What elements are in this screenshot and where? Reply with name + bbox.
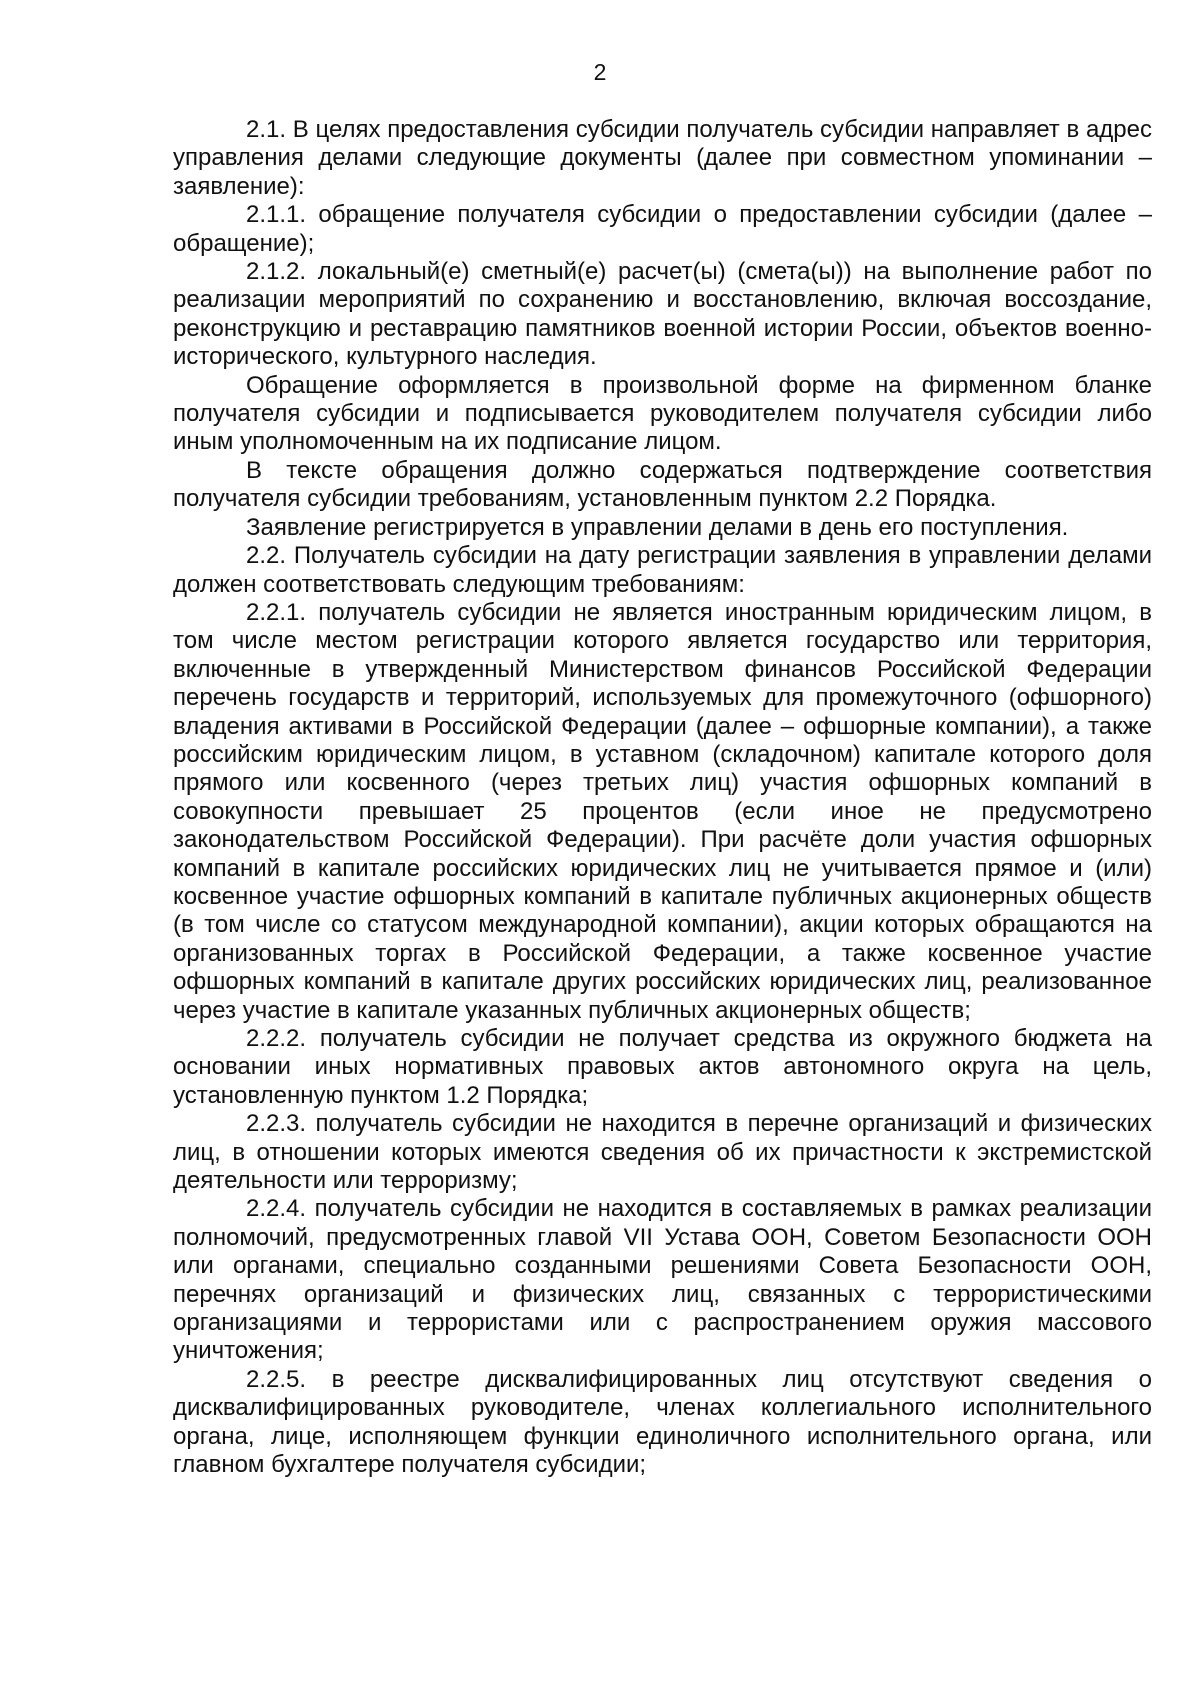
paragraph-2-1-2: 2.1.2. локальный(е) сметный(е) расчет(ы) (смета(ы)) на выполнение работ по реализации мероприятий по сохранению и восстановлению, включая воссоздание, реконструкцию и реставрацию памятников военной истории России, объектов военно-исторического, культурного наследия.	[173, 258, 1152, 371]
paragraph-2-2-3: 2.2.3. получатель субсидии не находится в перечне организаций и физических лиц, в отношении которых имеются сведения об их причастности к экстремистской деятельности или терроризму;	[173, 1110, 1152, 1195]
paragraph-2-1: 2.1. В целях предоставления субсидии получатель субсидии направляет в адрес управления делами следующие документы (далее при совместном упоминании – заявление):	[173, 116, 1152, 200]
paragraph-2-2-1: 2.2.1. получатель субсидии не является иностранным юридическим лицом, в том числе местом регистрации которого является государство или территория, включенные в утвержденный Министерством финансов Российской Федерации перечень государств и территорий, используемых для промежуточного (офшорного) владения активами в Российской Федерации (далее – офшорные компании), а также российским юридическим лицом, в уставном (складочном) капитале которого доля прямого или косвенного (через третьих лиц) участия офшорных компаний в совокупности превышает 25 процентов (если иное не предусмотрено законодательством Российской Федерации). При расчёте доли участия офшорных компаний в капитале российских юридических лиц не учитывается прямое и (или) косвенное участие офшорных компаний в капитале публичных акционерных обществ (в том числе со статусом международной компании), акции которых обращаются на организованных торгах в Российской Федерации, а также косвенное участие офшорных компаний в капитале других российских юридических лиц, реализованное через участие в капитале указанных публичных акционерных обществ;	[173, 598, 1152, 1024]
paragraph-2-1-1: 2.1.1. обращение получателя субсидии о предоставлении субсидии (далее – обращение);	[173, 201, 1152, 257]
paragraph-2-2-5: 2.2.5. в реестре дисквалифицированных лиц отсутствуют сведения о дисквалифицированных руководителе, членах коллегиального исполнительного органа, лице, исполняющем функции единоличного исполнительного органа, или главном бухгалтере получателя субсидии;	[173, 1365, 1152, 1479]
paragraph-appeal-format: Обращение оформляется в произвольной форме на фирменном бланке получателя субсидии и подписывается руководителем получателя субсидии либо иным уполномоченным на их подписание лицом.	[173, 371, 1152, 456]
paragraph-2-2-2: 2.2.2. получатель субсидии не получает средства из окружного бюджета на основании иных нормативных правовых актов автономного округа на цель, установленную пунктом 1.2 Порядка;	[173, 1025, 1152, 1109]
page-number: 2	[593, 59, 607, 85]
paragraph-appeal-confirmation: В тексте обращения должно содержаться подтверждение соответствия получателя субсидии требованиям, установленным пунктом 2.2 Порядка.	[173, 456, 1152, 513]
paragraph-2-2: 2.2. Получатель субсидии на дату регистрации заявления в управлении делами должен соответствовать следующим требованиям:	[173, 542, 1152, 598]
document-body	[173, 116, 1152, 1480]
paragraph-application-registration: Заявление регистрируется в управлении делами в день его поступления.	[246, 513, 1069, 541]
paragraph-2-2-4: 2.2.4. получатель субсидии не находится в составляемых в рамках реализации полномочий, предусмотренных главой VII Устава ООН, Советом Безопасности ООН или органами, специально созданными решениями Совета Безопасности ООН, перечнях организаций и физических лиц, связанных с террористическими организациями и террористами или с распространением оружия массового уничтожения;	[173, 1195, 1152, 1365]
